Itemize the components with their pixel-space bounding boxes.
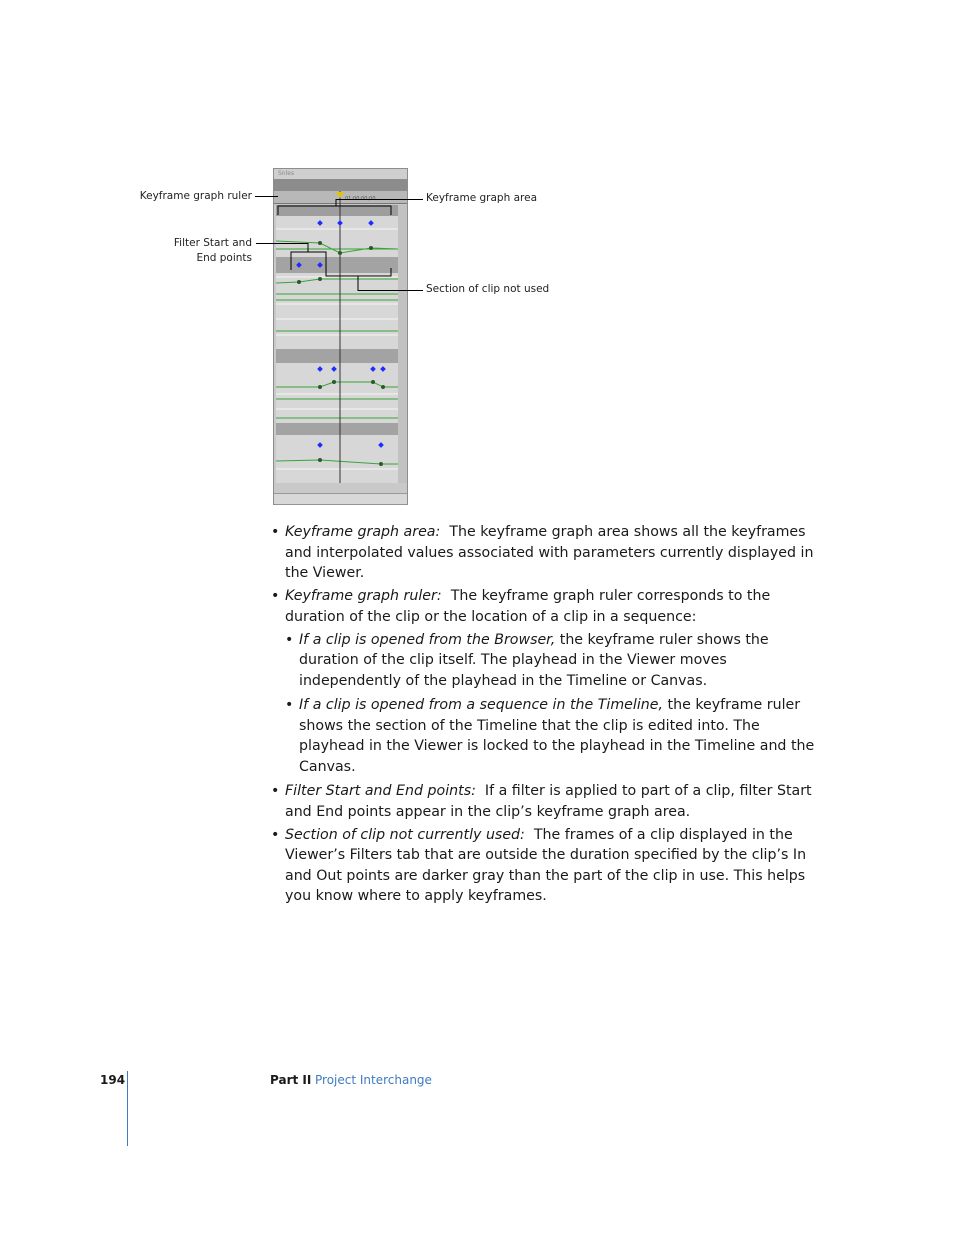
callout-section-not-used: Section of clip not used xyxy=(426,283,550,295)
term: If a clip is opened from the Browser, xyxy=(299,631,556,648)
callout-filter-start-end-line2: End points xyxy=(196,252,252,264)
callout-keyframe-graph-area: Keyframe graph area xyxy=(426,192,537,204)
definition: the keyframe ruler shows the section of the Timeline that the clip is edited into. The playhead in the Viewer is locked to the playhead in the Timeline and the Canvas. xyxy=(299,697,815,775)
definition: If a filter is applied to part of a clip, filter Start and End points appear in the clip’s keyframe graph area. xyxy=(285,783,812,820)
list-item xyxy=(268,522,828,584)
callout-keyframe-graph-ruler: Keyframe graph ruler xyxy=(139,190,252,202)
callout-leader-lines xyxy=(0,0,954,520)
list-item xyxy=(268,825,828,907)
definition: the keyframe ruler shows the duration of the clip itself. The playhead in the Viewer moves independently of the playhead in the Timeline or Canvas. xyxy=(299,631,769,689)
footer-section-link[interactable]: Project Interchange xyxy=(315,1073,432,1087)
term: Keyframe graph ruler: xyxy=(285,588,442,604)
sub-list-item xyxy=(282,630,828,692)
definition: The frames of a clip displayed in the Viewer’s Filters tab that are outside the duration specified by the clip’s In and Out points are darker gray than the part of the clip in use. This helps you know where to apply keyframes. xyxy=(285,826,807,904)
term: Filter Start and End points: xyxy=(285,783,476,799)
panel-title: Snles xyxy=(274,169,407,179)
definition-list xyxy=(268,522,828,909)
term: If a clip is opened from a sequence in the Timeline, xyxy=(299,697,664,713)
footer-divider xyxy=(127,1071,128,1146)
term: Section of clip not currently used: xyxy=(285,826,525,843)
definition: The keyframe graph area shows all the keyframes and interpolated values associated with parameters currently displayed in the Viewer. xyxy=(285,524,814,581)
list-item xyxy=(268,586,828,627)
ruler-timecode: 01:00:00;00 xyxy=(345,196,376,202)
term: Keyframe graph area: xyxy=(285,524,441,540)
footer-part-label: Part II xyxy=(270,1073,312,1087)
callout-filter-start-end-line1: Filter Start and xyxy=(173,237,252,249)
sub-list-item xyxy=(282,695,828,777)
list-item xyxy=(268,781,828,822)
page-number: 194 xyxy=(100,1073,126,1087)
definition: The keyframe graph ruler corresponds to the duration of the clip or the location of a clip in a sequence: xyxy=(285,588,771,625)
